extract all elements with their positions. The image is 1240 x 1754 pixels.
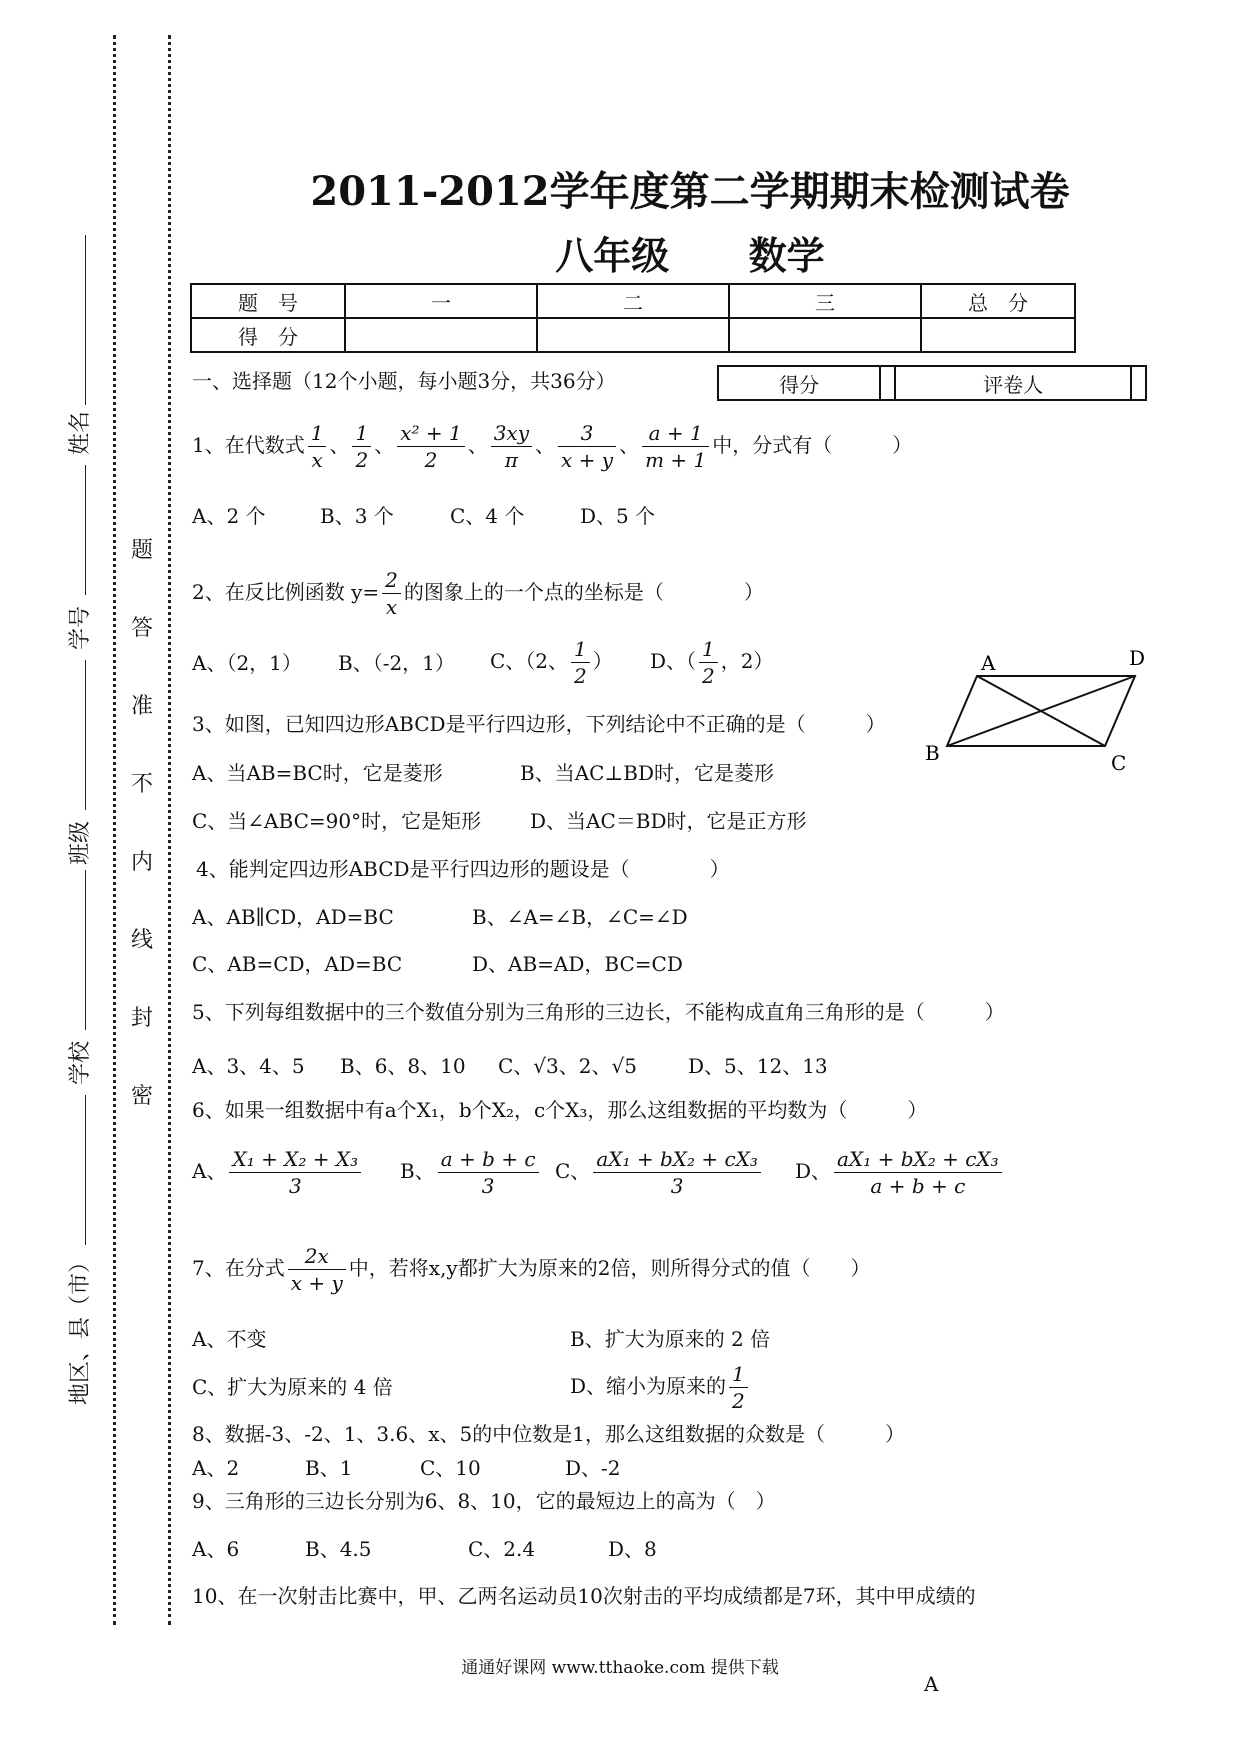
question-7: 7、在分式 $\frac{2x}{x + y}$ 中，若将x,y都扩大为原来的2倍，则所得分式的值（ ） bbox=[192, 1244, 871, 1295]
question-5-option-d[interactable]: D、5、12、13 bbox=[688, 1054, 828, 1078]
question-2-option-c[interactable]: C、（2、 $\frac{1}{2}$ ） bbox=[490, 637, 613, 688]
margin-underline-school bbox=[85, 870, 86, 1030]
question-1-option-d[interactable]: D、5 个 bbox=[580, 504, 656, 528]
question-10: 10、在一次射击比赛中，甲、乙两名运动员10次射击的平均成绩都是7环，其中甲成绩的 bbox=[192, 1584, 976, 1608]
score-table bbox=[190, 283, 1076, 353]
margin-field-district: 地区、县（市） bbox=[68, 1250, 93, 1405]
question-4: 4、能判定四边形ABCD是平行四边形的题设是（ ） bbox=[196, 857, 730, 881]
question-8: 8、数据-3、-2、1、3.6、x、5的中位数是1，那么这组数据的众数是（ ） bbox=[192, 1422, 905, 1446]
question-6-option-b[interactable]: B、 $\frac{a + b + c}{3}$ bbox=[400, 1146, 542, 1199]
exam-title: 2011-2012学年度第二学期期末检测试卷 bbox=[310, 168, 1070, 215]
score-table-header-cell: 题 号 bbox=[191, 284, 345, 318]
margin-warning-char: 密 bbox=[131, 1084, 154, 1109]
question-5-option-a[interactable]: A、3、4、5 bbox=[192, 1054, 305, 1078]
question-9-option-c[interactable]: C、2.4 bbox=[468, 1537, 536, 1561]
fraction: $\frac{\text{X₁ + X₂ + X₃}}{3}$ bbox=[229, 1146, 361, 1199]
margin-underline-name bbox=[85, 235, 86, 405]
question-7-option-c[interactable]: C、扩大为原来的 4 倍 bbox=[192, 1375, 393, 1399]
figure-label-c: C bbox=[1111, 751, 1127, 775]
question-3-option-d[interactable]: D、当AC＝BD时，它是正方形 bbox=[530, 809, 807, 833]
fraction: $\frac{1}{x}$ bbox=[308, 420, 327, 473]
diagonal-bd bbox=[947, 676, 1135, 746]
margin-field-school: 学校 bbox=[68, 1040, 93, 1085]
question-7-option-b[interactable]: B、扩大为原来的 2 倍 bbox=[570, 1327, 771, 1351]
question-4-option-c[interactable]: C、AB=CD，AD=BC bbox=[192, 952, 403, 976]
section-score-label: 得分 bbox=[718, 366, 880, 400]
question-1-option-c[interactable]: C、4 个 bbox=[450, 504, 525, 528]
margin-underline-class bbox=[85, 660, 86, 810]
question-7-option-a[interactable]: A、不变 bbox=[192, 1327, 267, 1351]
margin-warning-char: 答 bbox=[131, 616, 154, 641]
section-grader-blank[interactable] bbox=[1131, 366, 1146, 400]
question-1-option-b[interactable]: B、3 个 bbox=[320, 504, 394, 528]
question-3: 3、如图，已知四边形ABCD是平行四边形，下列结论中不正确的是（ ） bbox=[192, 712, 886, 736]
question-1-prefix: 1、在代数式 bbox=[192, 433, 305, 457]
fraction: $\frac{a + b + c}{3}$ bbox=[438, 1146, 539, 1199]
figure-label-b: B bbox=[925, 741, 940, 765]
margin-warning-char: 题 bbox=[131, 538, 154, 563]
score-table-blank-cell[interactable] bbox=[537, 318, 729, 352]
margin-warning-char: 不 bbox=[131, 772, 154, 797]
question-4-option-b[interactable]: B、∠A=∠B，∠C=∠D bbox=[472, 905, 688, 929]
margin-warning-char: 准 bbox=[131, 694, 154, 719]
question-6: 6、如果一组数据中有a个X₁，b个X₂，c个X₃，那么这组数据的平均数为（ ） bbox=[192, 1098, 928, 1122]
parallelogram-figure bbox=[925, 640, 1155, 775]
question-3-option-c[interactable]: C、当∠ABC=90°时，它是矩形 bbox=[192, 809, 482, 833]
margin-warning-char: 封 bbox=[131, 1006, 154, 1031]
margin-warning-char: 内 bbox=[131, 850, 154, 875]
question-8-option-d[interactable]: D、-2 bbox=[565, 1456, 621, 1480]
question-4-option-d[interactable]: D、AB=AD，BC=CD bbox=[472, 952, 683, 976]
score-table-blank-cell[interactable] bbox=[345, 318, 537, 352]
margin-warning-char: 线 bbox=[131, 928, 154, 953]
question-3-option-b[interactable]: B、当AC⊥BD时，它是菱形 bbox=[520, 761, 774, 785]
fraction: $\frac{a + 1}{m + 1}$ bbox=[642, 420, 709, 473]
question-2-option-d[interactable]: D、（ $\frac{1}{2}$ ，2） bbox=[650, 637, 774, 688]
fraction: $\frac{\text{x² + 1}}{2}$ bbox=[397, 420, 465, 473]
fraction: $\frac{\text{aX₁ + bX₂ + cX₃}}{3}$ bbox=[593, 1146, 761, 1199]
footer-credit: 通通好课网 www.tthaoke.com 提供下载 bbox=[461, 1658, 779, 1678]
margin-field-name: 姓名 bbox=[68, 410, 93, 455]
score-table-blank-cell[interactable] bbox=[921, 318, 1075, 352]
margin-field-class: 班级 bbox=[68, 820, 93, 865]
question-6-option-a[interactable]: A、 $\frac{\text{X₁ + X₂ + X₃}}{3}$ bbox=[192, 1146, 364, 1199]
score-table-header-cell: 总 分 bbox=[921, 284, 1075, 318]
score-table-header-cell: 三 bbox=[729, 284, 921, 318]
question-2-option-a[interactable]: A、（2，1） bbox=[192, 651, 302, 675]
fraction: $\frac{3}{x + y}$ bbox=[558, 420, 616, 473]
section-1-heading: 一、选择题（12个小题，每小题3分，共36分） bbox=[192, 369, 616, 393]
fraction: $\frac{3xy}{\pi}$ bbox=[491, 420, 532, 473]
margin-underline-district bbox=[85, 1095, 86, 1245]
question-7-option-d[interactable]: D、缩小为原来的 $\frac{1}{2}$ bbox=[570, 1361, 751, 1414]
margin-field-student-id: 学号 bbox=[68, 605, 93, 650]
section-score-box bbox=[717, 365, 1147, 401]
fraction: $\frac{1}{2}$ bbox=[352, 420, 371, 473]
question-9-option-a[interactable]: A、6 bbox=[192, 1537, 240, 1561]
question-5-option-c[interactable]: C、√3、2、√5 bbox=[498, 1054, 637, 1078]
page-mark: A bbox=[924, 1672, 939, 1696]
fraction: $\frac{2x}{x + y}$ bbox=[288, 1243, 346, 1296]
question-2-option-b[interactable]: B、（-2，1） bbox=[338, 651, 455, 675]
fraction: $\frac{1}{2}$ bbox=[699, 636, 718, 689]
fraction: $\frac{\text{aX₁ + bX₂ + cX₃}}{a + b + c}$ bbox=[834, 1146, 1002, 1199]
score-table-blank-cell[interactable] bbox=[729, 318, 921, 352]
question-3-option-a[interactable]: A、当AB=BC时，它是菱形 bbox=[192, 761, 443, 785]
question-8-option-c[interactable]: C、10 bbox=[420, 1456, 481, 1480]
question-6-option-c[interactable]: C、 $\frac{\text{aX₁ + bX₂ + cX₃}}{3}$ bbox=[555, 1146, 764, 1199]
fraction: $\frac{1}{2}$ bbox=[729, 1361, 748, 1414]
score-table-label-cell: 得 分 bbox=[191, 318, 345, 352]
question-5: 5、下列每组数据中的三个数值分别为三角形的三边长，不能构成直角三角形的是（ ） bbox=[192, 1000, 1005, 1024]
binding-dotted-line-inner bbox=[168, 35, 171, 1625]
question-9: 9、三角形的三边长分别为6、8、10，它的最短边上的高为（ ） bbox=[192, 1489, 776, 1513]
question-2: 2、在反比例函数 y= $\frac{2}{x}$ 的图象上的一个点的坐标是（ ） bbox=[192, 568, 764, 619]
question-9-option-d[interactable]: D、8 bbox=[608, 1537, 657, 1561]
fraction: $\frac{2}{x}$ bbox=[382, 567, 401, 620]
question-1-option-a[interactable]: A、2 个 bbox=[192, 504, 266, 528]
fraction: $\frac{1}{2}$ bbox=[571, 636, 590, 689]
margin-underline-student-id bbox=[85, 465, 86, 595]
exam-subtitle: 八年级 数学 bbox=[555, 233, 825, 278]
score-table-header-cell: 一 bbox=[345, 284, 537, 318]
figure-label-a: A bbox=[981, 651, 996, 675]
question-1: 1、在代数式 $\frac{1}{x}$ 、 $\frac{1}{2}$ 、 $\frac{\text{x² + 1}}{2}$ 、 $\frac{3xy}{\pi}$ 、 $\frac{3}{x + y}$ 、 $\frac{a + 1}{m + 1}$ 中，分式有（ ） bbox=[192, 421, 913, 472]
section-grader-label: 评卷人 bbox=[895, 366, 1131, 400]
figure-label-d: D bbox=[1129, 646, 1146, 670]
section-score-blank[interactable] bbox=[880, 366, 895, 400]
question-8-option-a[interactable]: A、2 bbox=[192, 1456, 240, 1480]
score-table-header-cell: 二 bbox=[537, 284, 729, 318]
question-8-option-b[interactable]: B、1 bbox=[305, 1456, 353, 1480]
question-4-option-a[interactable]: A、AB∥CD，AD=BC bbox=[192, 905, 394, 929]
binding-dotted-line-outer bbox=[113, 35, 116, 1625]
question-1-suffix: 中，分式有（ ） bbox=[712, 433, 913, 457]
question-9-option-b[interactable]: B、4.5 bbox=[305, 1537, 372, 1561]
question-5-option-b[interactable]: B、6、8、10 bbox=[340, 1054, 466, 1078]
question-6-option-d[interactable]: D、 $\frac{\text{aX₁ + bX₂ + cX₃}}{a + b + c}$ bbox=[795, 1146, 1005, 1199]
